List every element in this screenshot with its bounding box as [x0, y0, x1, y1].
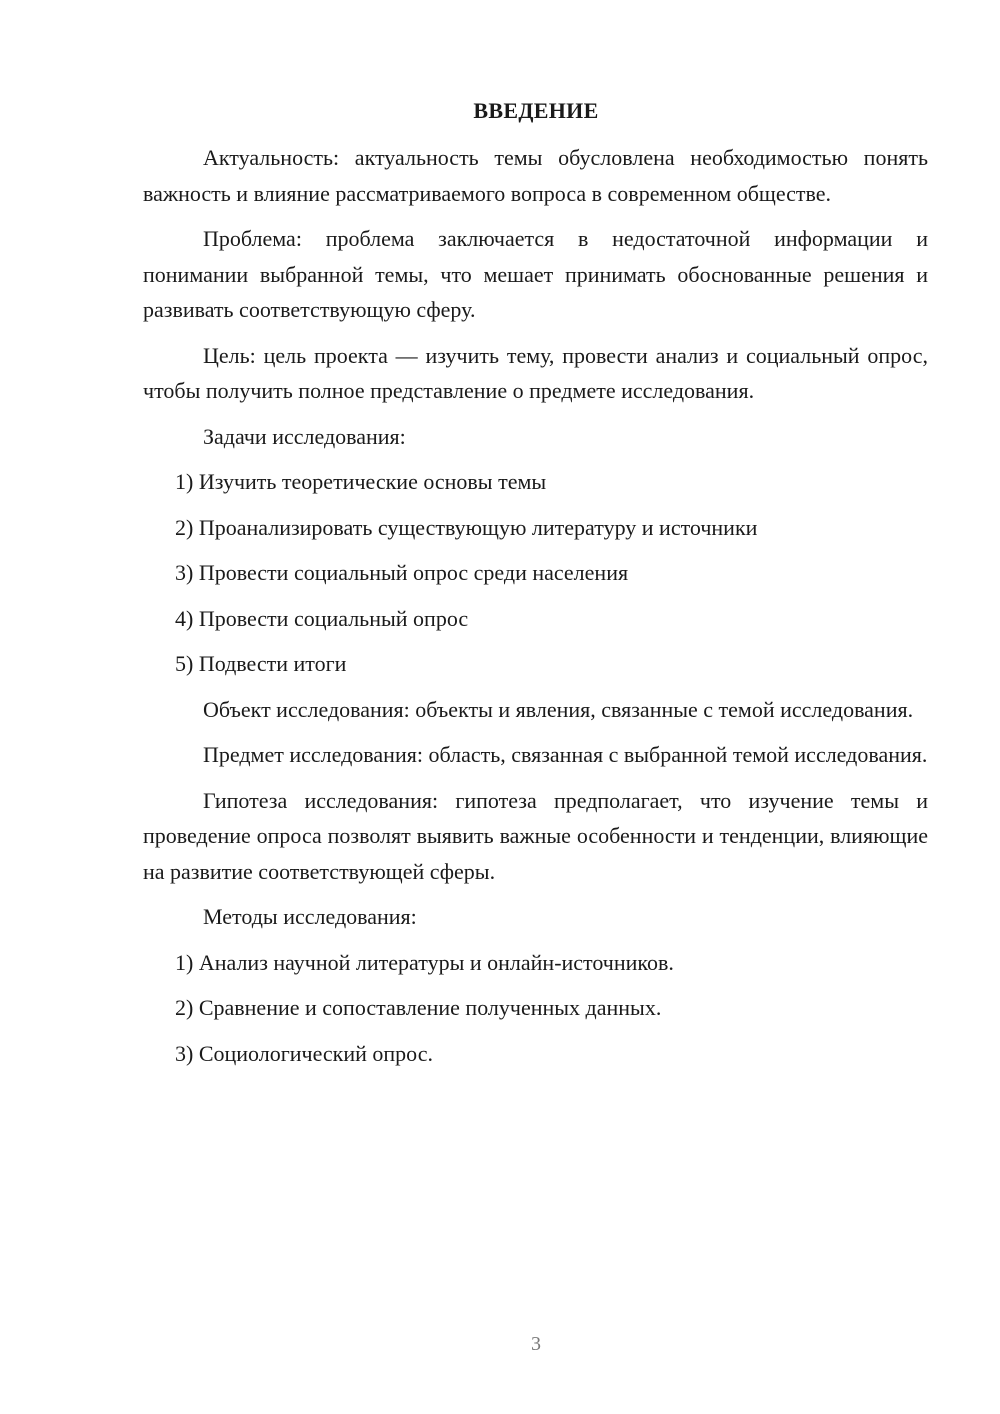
- list-item: 2) Проанализировать существующую литературу и источники: [175, 514, 758, 540]
- list-item: 4) Провести социальный опрос: [175, 605, 469, 631]
- page-title: ВВЕДЕНИЕ: [473, 98, 599, 123]
- problem-paragraph: Проблема: проблема заключается в недостаточной информации и понимании выбранной темы, что мешает принимать обоснованные решения и развивать соответствующую сферу.: [143, 226, 928, 322]
- list-item: 5) Подвести итоги: [175, 651, 347, 676]
- document-body: [143, 140, 928, 1081]
- methods-list: [143, 945, 928, 1072]
- tasks-list: [143, 464, 928, 682]
- page-number: 3: [531, 1333, 541, 1355]
- relevance-paragraph: Актуальность: актуальность темы обусловлена необходимостью понять важность и влияние рассматриваемого вопроса в современном обществе.: [143, 145, 928, 206]
- hypothesis-paragraph: Гипотеза исследования: гипотеза предполагает, что изучение темы и проведение опроса позволят выявить важные особенности и тенденции, влияющие на развитие соответствующей сферы.: [143, 787, 928, 884]
- object-paragraph: Объект исследования: объекты и явления, связанные с темой исследования.: [203, 696, 914, 722]
- list-item: 3) Социологический опрос.: [175, 1040, 433, 1066]
- methods-heading: Методы исследования:: [203, 904, 417, 929]
- tasks-heading: Задачи исследования:: [203, 423, 406, 449]
- goal-paragraph: Цель: цель проекта — изучить тему, провести анализ и социальный опрос, чтобы получить полное представление о предмете исследования.: [143, 342, 928, 403]
- list-item: 2) Сравнение и сопоставление полученных данных.: [175, 995, 662, 1020]
- list-item: 3) Провести социальный опрос среди населения: [175, 560, 629, 585]
- list-item: 1) Изучить теоретические основы темы: [175, 469, 547, 494]
- list-item: 1) Анализ научной литературы и онлайн-источников.: [175, 949, 674, 975]
- subject-paragraph: Предмет исследования: область, связанная с выбранной темой исследования.: [203, 742, 928, 767]
